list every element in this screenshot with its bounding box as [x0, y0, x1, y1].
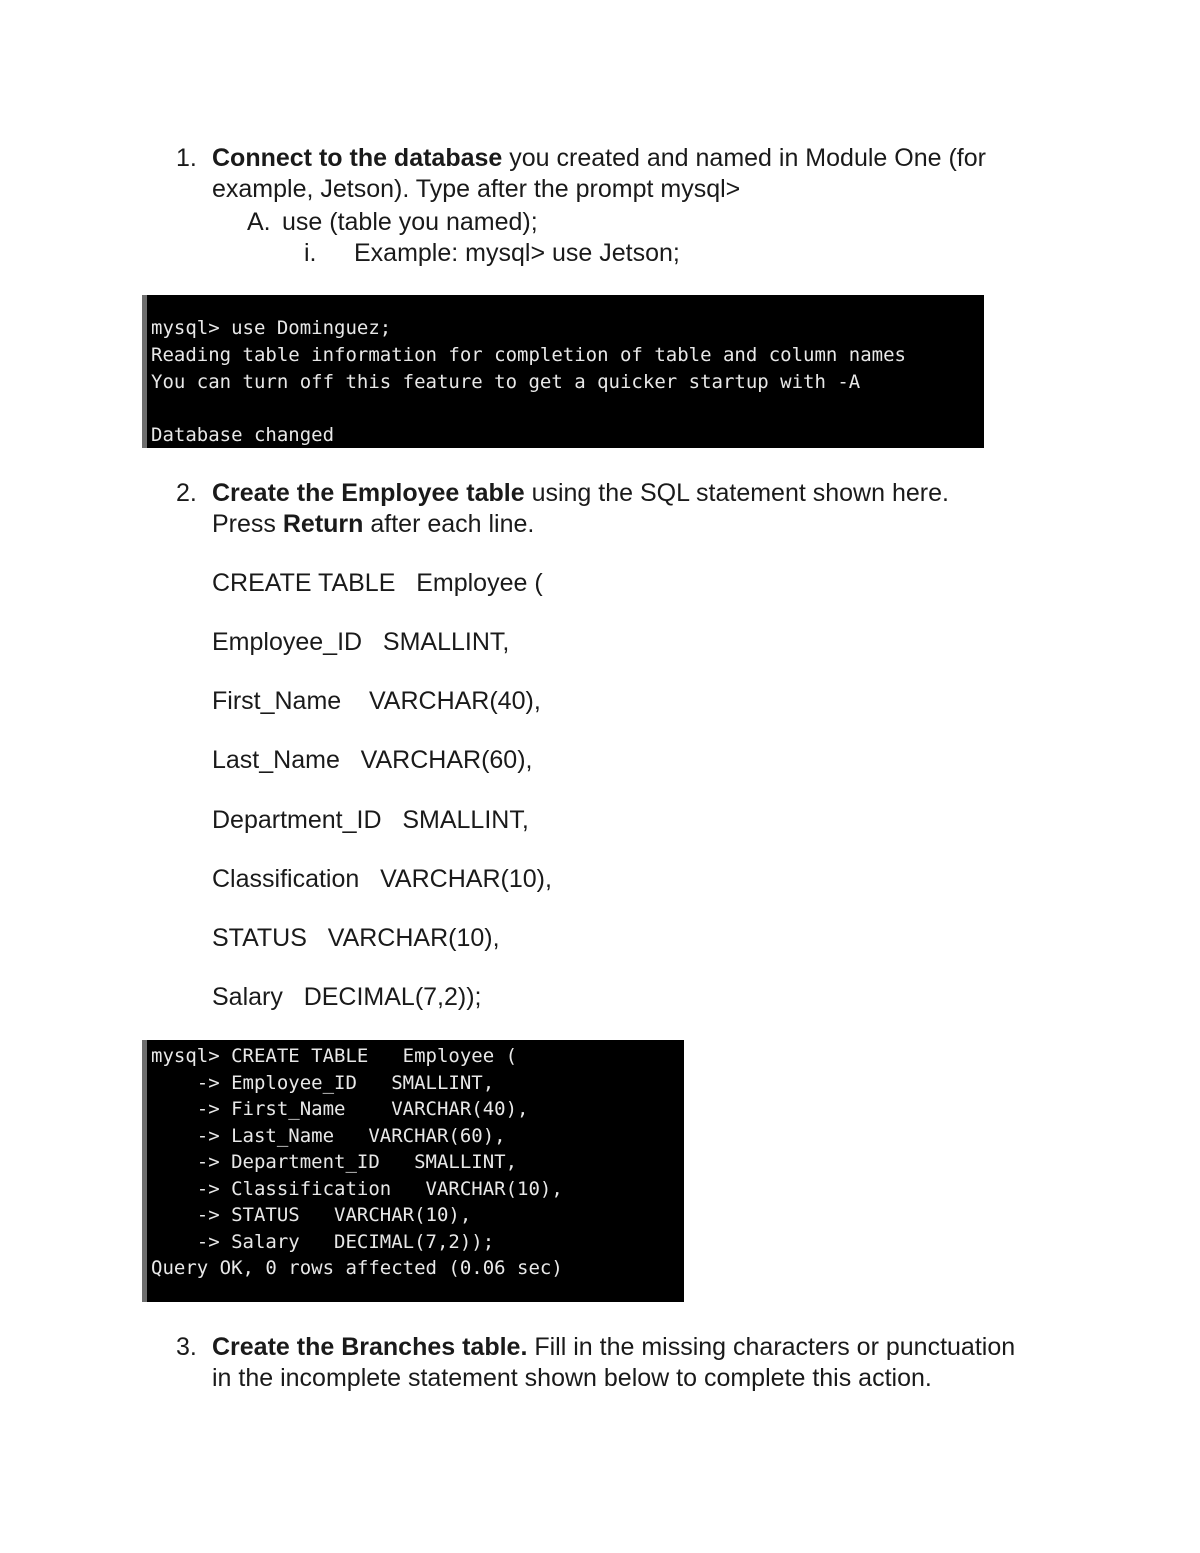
- step-2-line2-pre: Press: [212, 510, 283, 538]
- sql-line: First_Name VARCHAR(40),: [212, 687, 541, 715]
- step-2-rest: using the SQL statement shown here.: [524, 479, 949, 507]
- terminal-line: Query OK, 0 rows affected (0.06 sec): [151, 1257, 563, 1279]
- step-1-bold: Connect to the database: [212, 144, 503, 172]
- step-1-sub-i-marker: i.: [304, 239, 317, 267]
- step-1-line2: example, Jetson). Type after the prompt mysql>: [212, 175, 741, 203]
- step-3-rest: Fill in the missing characters or punctuation: [527, 1333, 1016, 1361]
- terminal-create-table: [142, 1040, 684, 1302]
- step-1-number: 1.: [176, 144, 197, 172]
- sql-line: Salary DECIMAL(7,2));: [212, 983, 482, 1011]
- step-3-bold: Create the Branches table.: [212, 1333, 528, 1361]
- sql-line: Classification VARCHAR(10),: [212, 865, 552, 893]
- step-1-heading: [212, 143, 986, 174]
- step-1-sub-a-text: use (table you named);: [282, 208, 538, 236]
- step-2-number: 2.: [176, 479, 197, 507]
- terminal-line: -> Department_ID SMALLINT,: [151, 1151, 518, 1173]
- terminal-line: -> Employee_ID SMALLINT,: [151, 1072, 495, 1094]
- sql-line: STATUS VARCHAR(10),: [212, 924, 500, 952]
- step-2-bold: Create the Employee table: [212, 479, 525, 507]
- terminal-line: Database changed: [151, 424, 335, 446]
- terminal-line: -> STATUS VARCHAR(10),: [151, 1204, 472, 1226]
- terminal-line: -> Salary DECIMAL(7,2));: [151, 1231, 495, 1253]
- step-2-return-keyword: Return: [282, 510, 364, 538]
- sql-line: Department_ID SMALLINT,: [212, 806, 529, 834]
- step-2-heading: [212, 478, 949, 509]
- step-1-rest: you created and named in Module One (for: [502, 144, 986, 172]
- step-2-line2: [212, 509, 534, 540]
- terminal-line: mysql> use Dominguez;: [151, 317, 392, 339]
- terminal-line: Reading table information for completion of table and column names: [151, 344, 906, 366]
- sql-line: Employee_ID SMALLINT,: [212, 628, 510, 656]
- terminal-line: -> Classification VARCHAR(10),: [151, 1178, 563, 1200]
- terminal-line: -> Last_Name VARCHAR(60),: [151, 1125, 506, 1147]
- step-3-line2: in the incomplete statement shown below to complete this action.: [212, 1364, 932, 1392]
- terminal-line: -> First_Name VARCHAR(40),: [151, 1098, 529, 1120]
- terminal-line: mysql> CREATE TABLE Employee (: [151, 1045, 518, 1067]
- step-3-heading: [212, 1332, 1015, 1363]
- sql-line: CREATE TABLE Employee (: [212, 569, 543, 597]
- step-2-line2-post: after each line.: [363, 510, 535, 538]
- terminal-line: You can turn off this feature to get a quicker startup with -A: [151, 371, 861, 393]
- step-1-sub-a-marker: A.: [247, 208, 271, 236]
- sql-line: Last_Name VARCHAR(60),: [212, 746, 533, 774]
- terminal-use-database: [142, 295, 984, 448]
- step-3-number: 3.: [176, 1333, 197, 1361]
- step-1-sub-i-text: Example: mysql> use Jetson;: [354, 239, 680, 267]
